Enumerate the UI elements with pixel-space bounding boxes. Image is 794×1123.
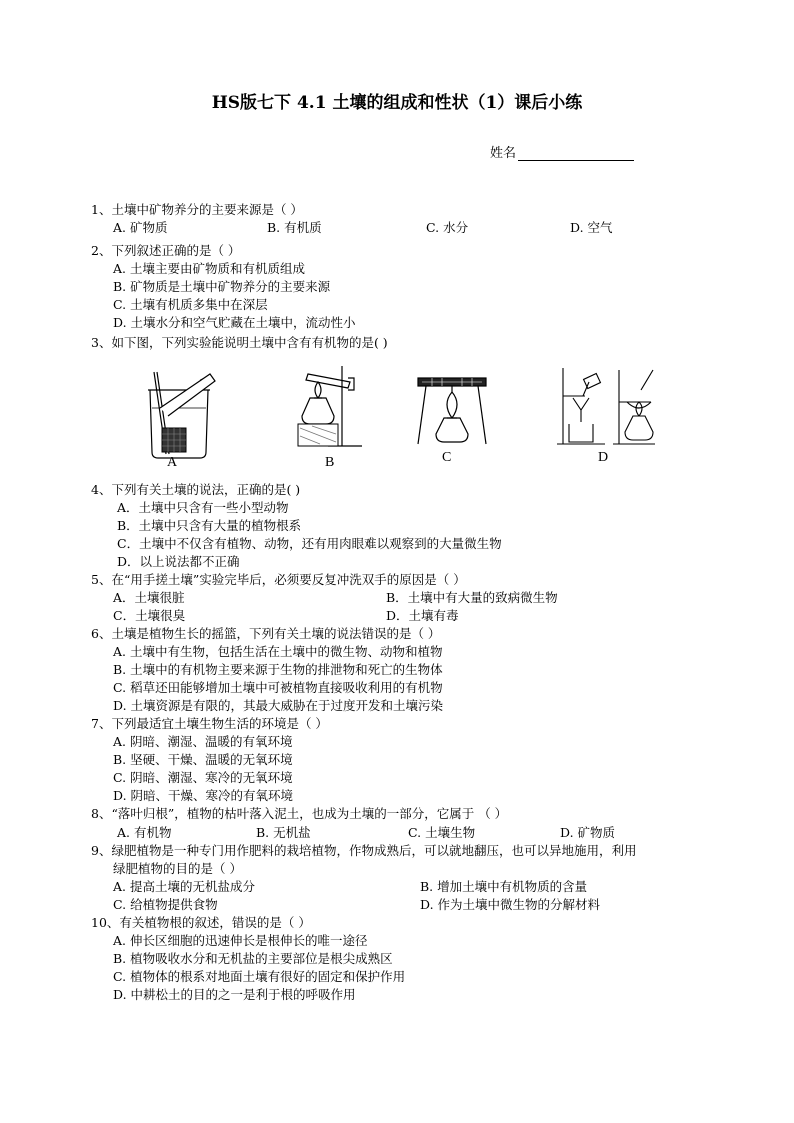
q7-option-c: C. 阴暗、潮湿、寒冷的无氧环境 bbox=[113, 770, 293, 785]
figure-c-tripod-heating bbox=[412, 374, 492, 452]
q8-stem: 8、“落叶归根”，植物的枯叶落入泥土，也成为土壤的一部分，它属于 （ ） bbox=[91, 806, 508, 821]
q9-stem-line1: 9、绿肥植物是一种专门用作肥料的栽培植物，作物成熟后，可以就地翻压，也可以异地施用，利用 bbox=[91, 843, 637, 858]
q4-option-b: B．土壤中只含有大量的植物根系 bbox=[117, 518, 302, 533]
q4-option-c: C．土壤中不仅含有植物、动物，还有用肉眼难以观察到的大量微生物 bbox=[117, 536, 502, 551]
q5-option-c: C．土壤很臭 bbox=[113, 608, 186, 623]
q9-stem-line2: 绿肥植物的目的是（ ） bbox=[113, 861, 242, 876]
q10-option-a: A. 伸长区细胞的迅速伸长是根伸长的唯一途径 bbox=[113, 933, 368, 948]
q10-stem: 10、有关植物根的叙述，错误的是（ ） bbox=[91, 915, 311, 930]
q7-option-d: D. 阴暗、干燥、寒冷的有氧环境 bbox=[113, 788, 294, 803]
q1-option-a: A. 矿物质 bbox=[113, 220, 168, 235]
q9-option-b: B. 增加土壤中有机物质的含量 bbox=[420, 879, 588, 894]
q7-option-b: B. 坚硬、干燥、温暖的无氧环境 bbox=[113, 752, 293, 767]
q2-option-d: D. 土壤水分和空气贮藏在土壤中，流动性小 bbox=[113, 315, 356, 330]
q10-option-b: B. 植物吸收水分和无机盐的主要部位是根尖成熟区 bbox=[113, 951, 393, 966]
q8-option-b: B. 无机盐 bbox=[256, 825, 311, 840]
q2-stem: 2、下列叙述正确的是（ ） bbox=[91, 243, 241, 258]
q8-option-c: C. 土壤生物 bbox=[408, 825, 476, 840]
q6-option-c: C. 稻草还田能够增加土壤中可被植物直接吸收利用的有机物 bbox=[113, 680, 443, 695]
q2-option-a: A. 土壤主要由矿物质和有机质组成 bbox=[113, 261, 305, 276]
q5-option-d: D．土壤有毒 bbox=[386, 608, 459, 623]
q6-option-b: B. 土壤中的有机物主要来源于生物的排泄物和死亡的生物体 bbox=[113, 662, 443, 677]
q8-option-d: D. 矿物质 bbox=[560, 825, 616, 840]
q5-option-b: B．土壤中有大量的致病微生物 bbox=[386, 590, 558, 605]
q6-option-d: D. 土壤资源是有限的，其最大威胁在于过度开发和土壤污染 bbox=[113, 698, 444, 713]
figure-b-label: B bbox=[325, 455, 335, 470]
q1-stem: 1、土壤中矿物养分的主要来源是（ ） bbox=[91, 202, 303, 217]
q5-option-a: A．土壤很脏 bbox=[113, 590, 185, 605]
q4-stem: 4、下列有关土壤的说法，正确的是( ) bbox=[91, 482, 301, 497]
q6-option-a: A. 土壤中有生物，包括生活在土壤中的微生物、动物和植物 bbox=[113, 644, 443, 659]
q9-option-a: A. 提高土壤的无机盐成分 bbox=[113, 879, 255, 894]
q10-option-d: D. 中耕松土的目的之一是利于根的呼吸作用 bbox=[113, 987, 356, 1002]
q10-option-c: C. 植物体的根系对地面土壤有很好的固定和保护作用 bbox=[113, 969, 406, 984]
name-label: 姓名 bbox=[490, 146, 517, 161]
q8-option-a: A. 有机物 bbox=[117, 825, 172, 840]
q6-stem: 6、土壤是植物生长的摇篮，下列有关土壤的说法错误的是（ ） bbox=[91, 626, 441, 641]
q9-option-c: C. 给植物提供食物 bbox=[113, 897, 218, 912]
q4-option-a: A．土壤中只含有一些小型动物 bbox=[117, 500, 289, 515]
q9-option-d: D. 作为土壤中微生物的分解材料 bbox=[420, 897, 601, 912]
q3-stem: 3、如下图，下列实验能说明土壤中含有有机物的是( ) bbox=[91, 335, 388, 350]
q2-option-c: C. 土壤有机质多集中在深层 bbox=[113, 297, 268, 312]
q1-option-b: B. 有机质 bbox=[267, 220, 322, 235]
figure-a-beaker bbox=[140, 368, 230, 468]
q7-option-a: A. 阴暗、潮湿、温暖的有氧环境 bbox=[113, 734, 293, 749]
figure-d-filter-evaporate bbox=[555, 362, 660, 450]
q4-option-d: D．以上说法都不正确 bbox=[117, 554, 240, 569]
q5-stem: 5、在“用手搓土壤”实验完毕后，必须要反复冲洗双手的原因是（ ） bbox=[91, 572, 466, 587]
name-field[interactable] bbox=[490, 142, 634, 161]
figure-c-label: C bbox=[442, 450, 452, 465]
q1-option-d: D. 空气 bbox=[570, 220, 613, 235]
q1-option-c: C. 水分 bbox=[426, 220, 469, 235]
name-blank[interactable] bbox=[518, 148, 634, 161]
q7-stem: 7、下列最适宜土壤生物生活的环境是（ ） bbox=[91, 716, 328, 731]
page-title: HS版七下 4.1 土壤的组成和性状（1）课后小练 bbox=[211, 93, 583, 113]
figure-d-label: D bbox=[598, 450, 609, 465]
figure-a-label: A bbox=[167, 455, 178, 470]
figure-b-heating-test-tube bbox=[290, 362, 365, 454]
q2-option-b: B. 矿物质是土壤中矿物养分的主要来源 bbox=[113, 279, 331, 294]
